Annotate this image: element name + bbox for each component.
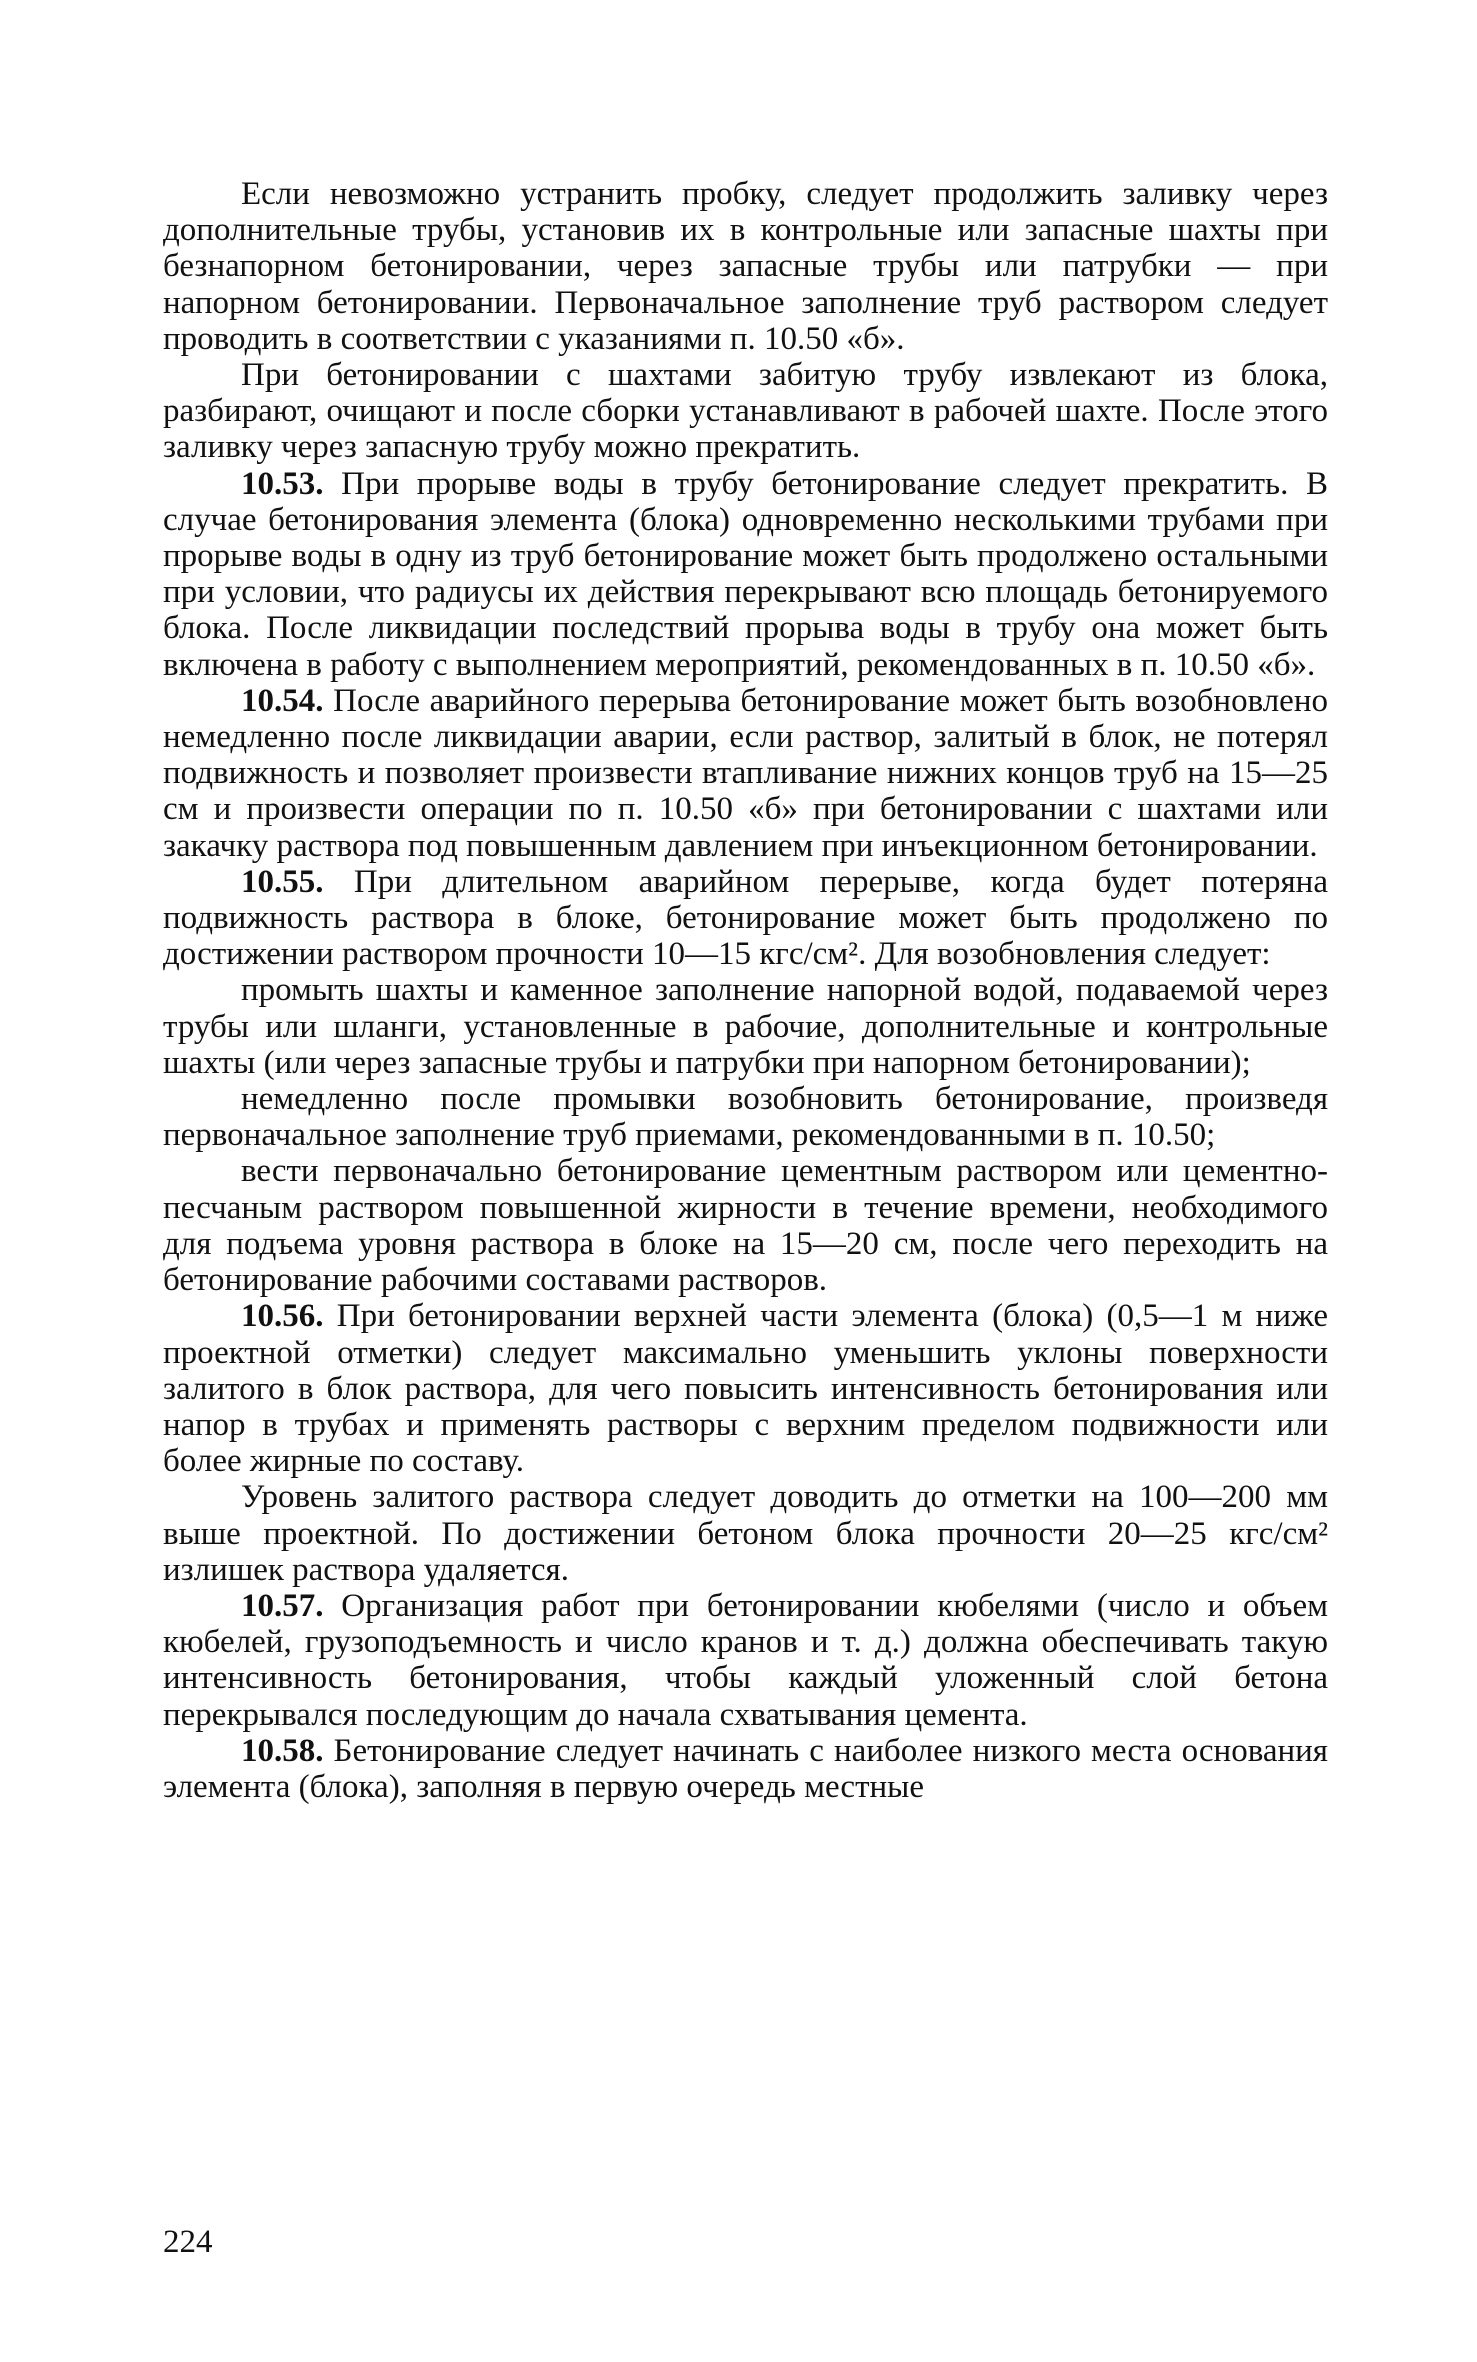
clause-number: 10.53. [241,465,324,502]
paragraph-text: Организация работ при бетонировании кюбелями (число и объем кюбелей, грузоподъемность и число кранов и т. д.) должна обеспечивать такую интенсивность бетонирования, чтобы каждый уложенный слой бетона перекрывался последующим до начала схватывания цемента. [163,1587,1328,1733]
paragraph [163,683,1328,864]
paragraph [163,1153,1328,1298]
clause-number: 10.57. [241,1587,324,1624]
paragraph-text: немедленно после промывки возобновить бетонирование, произведя первоначальное заполнение труб приемами, рекомендованными в п. 10.50; [163,1081,1328,1154]
paragraph [163,1081,1328,1153]
paragraph [163,864,1328,973]
clause-number: 10.55. [241,863,324,900]
clause-number: 10.54. [241,682,324,719]
paragraph [163,972,1328,1081]
paragraph [163,466,1328,683]
paragraph [163,1298,1328,1479]
paragraph [163,1479,1328,1588]
paragraph-text: Если невозможно устранить пробку, следует продолжить заливку через дополнительные трубы, установив их в контрольные или запасные шахты при безнапорном бетонировании, через запасные трубы или патрубки — при напорном бетонировании. Первоначальное заполнение труб раствором следует проводить в соответствии с указаниями п. 10.50 «б». [163,176,1328,357]
paragraph [163,176,1328,357]
paragraph-text: При бетонировании с шахтами забитую трубу извлекают из блока, разбирают, очищают и после сборки устанавливают в рабочей шахте. После этого заливку через запасную трубу можно прекратить. [163,357,1328,466]
page-text-body [163,176,1328,1805]
clause-number: 10.56. [241,1298,324,1335]
paragraph-text: При длительном аварийном перерыве, когда будет потеряна подвижность раствора в блоке, бетонирование может быть продолжено по достижении раствором прочности 10—15 кгс/см². Для возобновления следует: [163,863,1328,973]
paragraph-text: Бетонирование следует начинать с наиболее низкого места основания элемента (блока), заполняя в первую очередь местные [163,1732,1328,1805]
paragraph [163,357,1328,466]
paragraph [163,1733,1328,1805]
paragraph-text: Уровень залитого раствора следует доводить до отметки на 100—200 мм выше проектной. По достижении бетоном блока прочности 20—25 кгс/см² излишек раствора удаляется. [163,1479,1328,1588]
clause-number: 10.58. [241,1732,324,1769]
paragraph [163,1588,1328,1733]
paragraph-text: При бетонировании верхней части элемента (блока) (0,5—1 м ниже проектной отметки) следует максимально уменьшить уклоны поверхности залитого в блок раствора, для чего повысить интенсивность бетонирования или напор в трубах и применять растворы с верхним пределом подвижности или более жирные по составу. [163,1298,1328,1480]
paragraph-text: После аварийного перерыва бетонирование может быть возобновлено немедленно после ликвидации аварии, если раствор, залитый в блок, не потерял подвижность и позволяет произвести втапливание нижних концов труб на 15—25 см и произвести операции по п. 10.50 «б» при бетонировании с шахтами или закачку раствора под повышенным давлением при инъекционном бетонировании. [163,682,1328,864]
paragraph-text: промыть шахты и каменное заполнение напорной водой, подаваемой через трубы или шланги, установленные в рабочие, дополнительные и контрольные шахты (или через запасные трубы и патрубки при напорном бетонировании); [163,972,1328,1081]
paragraph-text: При прорыве воды в трубу бетонирование следует прекратить. В случае бетонирования элемента (блока) одновременно несколькими трубами при прорыве воды в одну из труб бетонирование может быть продолжено остальными при условии, что радиусы их действия перекрывают всю площадь бетонируемого блока. После ликвидации последствий прорыва воды в трубу она может быть включена в работу с выполнением мероприятий, рекомендованных в п. 10.50 «б». [163,465,1328,683]
paragraph-text: вести первоначально бетонирование цементным раствором или цементно-песчаным раствором повышенной жирности в течение времени, необходимого для подъема уровня раствора в блоке на 15—20 см, после чего переходить на бетонирование рабочими составами растворов. [163,1153,1328,1299]
page-number: 224 [163,2224,213,2260]
